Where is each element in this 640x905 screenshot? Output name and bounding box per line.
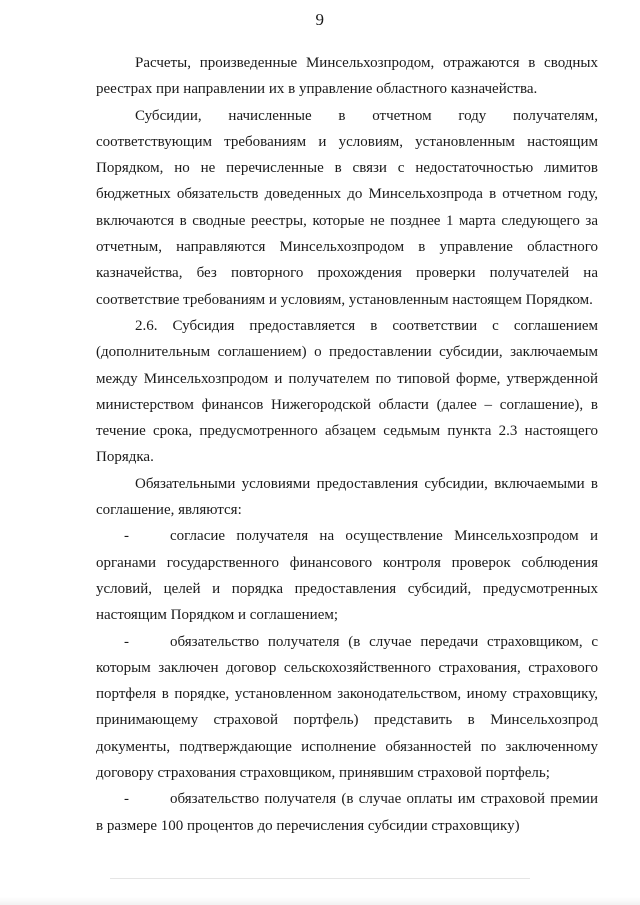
list-item-premium-obligation — [96, 786, 598, 839]
paragraph-unpaid-subsidies: Субсидии, начисленные в отчетном году получателям, соответствующим требованиям и условиям, установленным настоящим Порядком, но не перечисленные в связи с недостаточностью лимитов бюджетных обязательств доведенных до Минсельхозпрода в отчетном году, включаются в сводные реестры, которые не позднее 1 марта следующего за отчетным, направляются Минсельхозпродом в управление областного казначейства, без повторного прохождения проверки получателей на соответствие требованиям и условиям, установленным настоящем Порядком. — [96, 107, 598, 308]
list-bullet: - — [124, 791, 129, 808]
document-body — [96, 50, 598, 839]
list-item-consent — [96, 523, 598, 628]
list-item-text: обязательство получателя (в случае оплаты им страховой премии в размере 100 процентов до перечисления субсидии страховщику) — [96, 791, 598, 834]
list-bullet: - — [124, 633, 129, 650]
scan-edge-shadow — [0, 897, 640, 905]
page-number: 9 — [315, 10, 325, 29]
paragraph-section-2-6: 2.6. Субсидия предоставляется в соответствии с соглашением (дополнительным соглашением) о предоставлении субсидии, заключаемым между Минсельхозпродом и получателем по типовой форме, утвержденной министерством финансов Нижегородской области (далее – соглашение), в течение срока, предусмотренного абзацем седьмым пункта 2.3 настоящего Порядка. — [96, 317, 598, 466]
paragraph-mandatory-conditions: Обязательными условиями предоставления субсидии, включаемыми в соглашение, являются: — [96, 475, 598, 519]
scan-artifact-line — [110, 878, 530, 879]
list-item-text: согласие получателя на осуществление Минсельхозпродом и органами государственного финансового контроля проверок соблюдения условий, целей и порядка предоставления субсидий, предусмотренных настоящим Порядком и соглашением; — [96, 528, 598, 624]
list-item-portfolio-obligation — [96, 629, 598, 787]
list-item-text: обязательство получателя (в случае передачи страховщиком, с которым заключен договор сельскохозяйственного страхования, страхового портфеля в порядке, установленном законодательством, иному страховщику, принимающему страховой портфель) представить в Минсельхозпрод документы, подтверждающие исполнение обязанностей по заключенному договору страхования страховщиком, принявшим страховой портфель; — [96, 633, 598, 782]
paragraph-registries: Расчеты, произведенные Минсельхозпродом, отражаются в сводных реестрах при направлении их в управление областного казначейства. — [96, 55, 598, 98]
list-bullet: - — [124, 528, 129, 545]
